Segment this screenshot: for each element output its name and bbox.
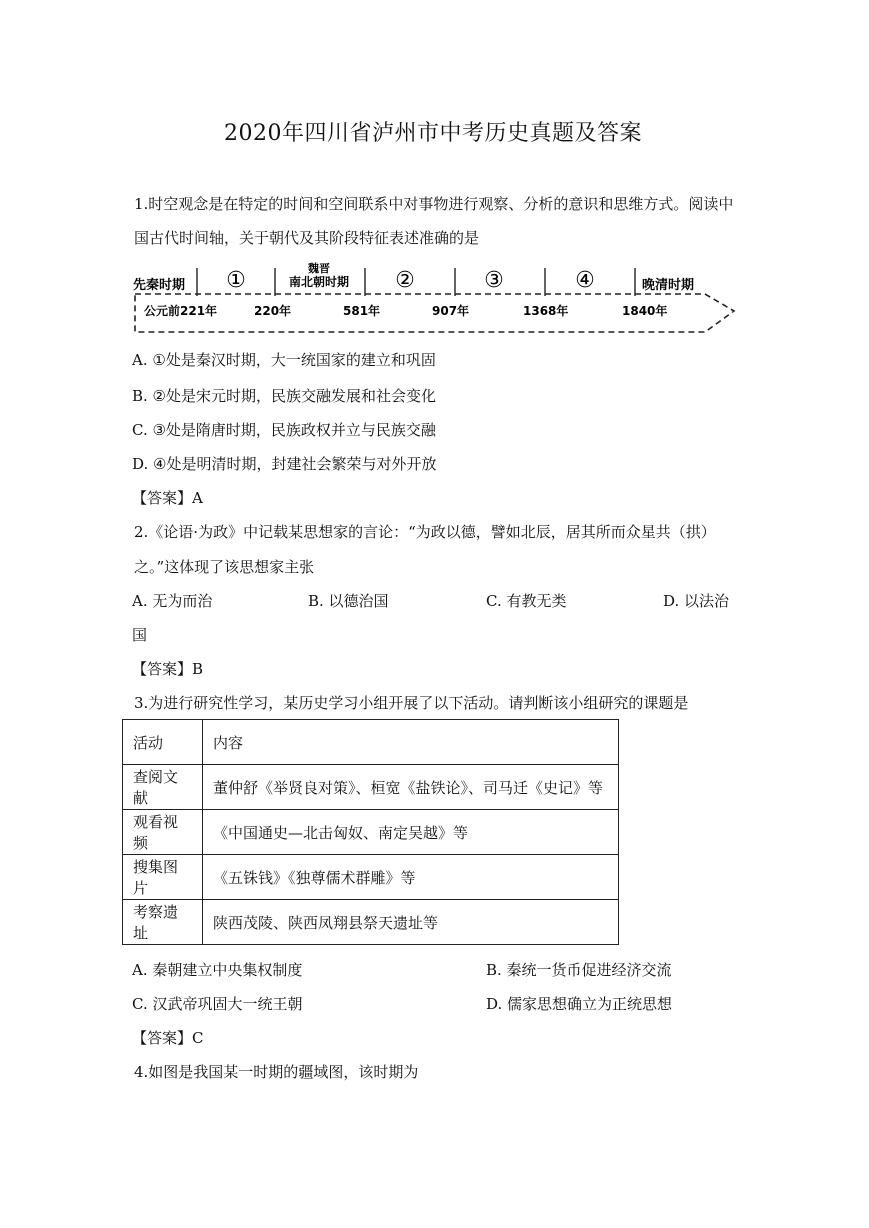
page-title: 2020年四川省泸州市中考历史真题及答案 xyxy=(224,121,642,146)
table-cell: 《五铢钱》《独尊儒术群雕》等 xyxy=(203,855,619,900)
period-label: 晚清时期 xyxy=(642,278,695,293)
q3-option-d: D. 儒家思想确立为正统思想 xyxy=(486,995,673,1013)
period-label: 南北朝时期 xyxy=(288,275,350,289)
year-label: 581年 xyxy=(343,304,381,318)
table-cell: 查阅文献 xyxy=(123,765,203,810)
year-label: 220年 xyxy=(254,304,292,318)
year-label: 907年 xyxy=(432,304,470,318)
q3-stem: 3.为进行研究性学习，某历史学习小组开展了以下活动。请判断该小组研究的课题是 xyxy=(134,694,689,712)
q1-option-d: D. ④处是明清时期，封建社会繁荣与对外开放 xyxy=(132,455,437,473)
q2-stem-line1: 2.《论语·为政》中记载某思想家的言论：“为政以德，譬如北辰，居其所而众星共（拱） xyxy=(134,523,716,541)
q3-option-b: B. 秦统一货币促进经济交流 xyxy=(486,961,672,979)
q1-answer: 【答案】A xyxy=(132,489,203,507)
q2-stem-line2: 之。”这体现了该思想家主张 xyxy=(134,558,315,576)
year-label: 1368年 xyxy=(523,304,569,318)
q1-stem-line2: 国古代时间轴，关于朝代及其阶段特征表述准确的是 xyxy=(134,229,480,247)
q1-option-a: A. ①处是秦汉时期，大一统国家的建立和巩固 xyxy=(132,351,436,369)
year-label: 公元前221年 xyxy=(144,304,218,318)
q2-answer: 【答案】B xyxy=(132,660,204,678)
table-cell: 董仲舒《举贤良对策》、桓宽《盐铁论》、司马迁《史记》等 xyxy=(203,765,619,810)
table-row xyxy=(123,855,619,900)
table-header-cell: 活动 xyxy=(123,720,203,765)
table-row xyxy=(123,810,619,855)
table-cell: 搜集图片 xyxy=(123,855,203,900)
period-label: 先秦时期 xyxy=(133,278,186,293)
activity-table xyxy=(122,719,619,945)
q2-option-a: A. 无为而治 xyxy=(132,592,213,610)
q2-option-d-wrap: 国 xyxy=(132,626,148,644)
q1-option-b: B. ②处是宋元时期，民族交融发展和社会变化 xyxy=(132,387,437,405)
q2-option-d: D. 以法治 xyxy=(663,592,730,610)
q3-answer: 【答案】C xyxy=(132,1029,204,1047)
table-cell: 《中国通史—北击匈奴、南定吴越》等 xyxy=(203,810,619,855)
period-label: ① xyxy=(226,268,246,293)
period-label: ③ xyxy=(484,268,504,293)
q2-option-c: C. 有教无类 xyxy=(486,592,567,610)
q3-option-a: A. 秦朝建立中央集权制度 xyxy=(132,961,303,979)
table-row xyxy=(123,765,619,810)
period-label: ② xyxy=(395,268,415,293)
timeline-figure xyxy=(130,258,740,338)
year-label: 1840年 xyxy=(622,304,668,318)
table-cell: 观看视频 xyxy=(123,810,203,855)
table-cell: 考察遗址 xyxy=(123,900,203,945)
q1-option-c: C. ③处是隋唐时期，民族政权并立与民族交融 xyxy=(132,421,436,439)
q3-option-c: C. 汉武帝巩固大一统王朝 xyxy=(132,995,303,1013)
table-row xyxy=(123,900,619,945)
table-header-row xyxy=(123,720,619,765)
table-header-cell: 内容 xyxy=(203,720,619,765)
period-label: ④ xyxy=(575,268,595,293)
q2-option-b: B. 以德治国 xyxy=(308,592,389,610)
q1-stem-line1: 1.时空观念是在特定的时间和空间联系中对事物进行观察、分析的意识和思维方式。阅读中 xyxy=(134,195,734,213)
q4-stem: 4.如图是我国某一时期的疆域图，该时期为 xyxy=(134,1063,419,1081)
period-label: 魏晋 xyxy=(308,262,330,275)
table-cell: 陕西茂陵、陕西凤翔县祭天遗址等 xyxy=(203,900,619,945)
